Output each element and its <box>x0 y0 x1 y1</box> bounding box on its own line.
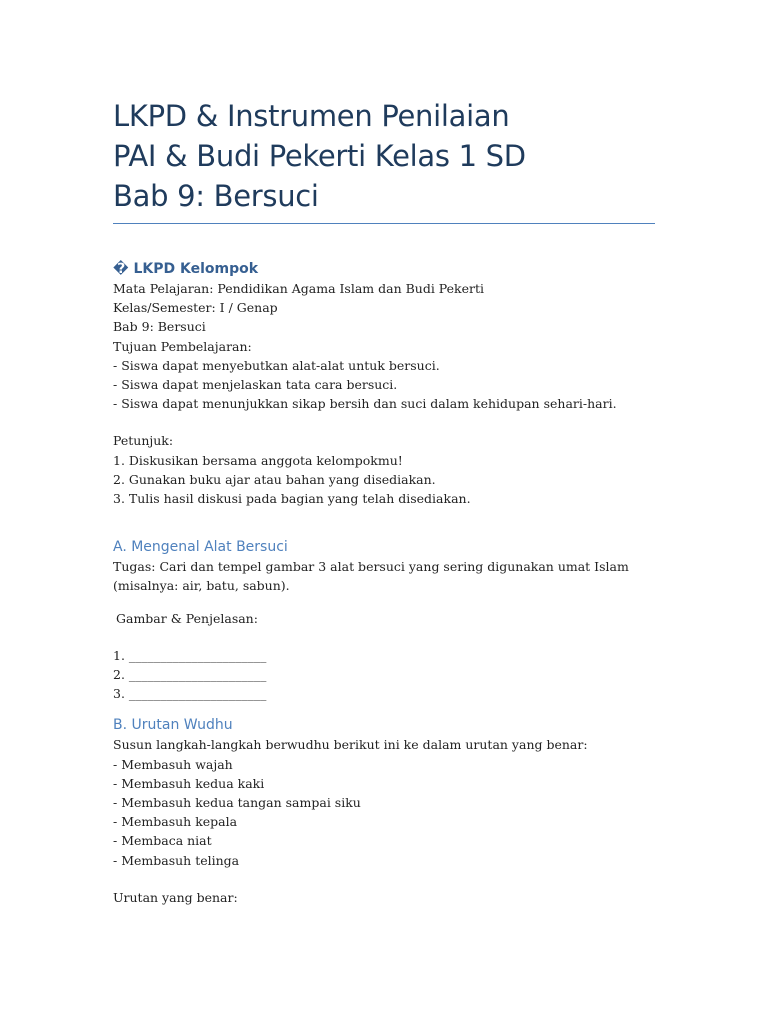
meta-line: - Siswa dapat menjelaskan tata cara bersuci. <box>113 377 398 393</box>
image-label: Gambar & Penjelasan: <box>116 610 258 626</box>
instruction-line: 3. Tulis hasil diskusi pada bagian yang telah disediakan. <box>113 491 471 507</box>
wudhu-step: - Membasuh kedua tangan sampai siku <box>113 795 361 811</box>
section-a-task: Tugas: Cari dan tempel gambar 3 alat bersuci yang sering digunakan umat Islam (misalnya: air, batu, sabun). <box>113 559 629 594</box>
wudhu-step: - Membasuh kedua kaki <box>113 775 265 791</box>
instruction-line: 2. Gunakan buku ajar atau bahan yang disediakan. <box>113 471 436 487</box>
wudhu-step: - Membasuh telinga <box>113 852 240 868</box>
wudhu-step: - Membasuh wajah <box>113 756 233 772</box>
meta-line: Kelas/Semester: I / Genap <box>113 300 278 316</box>
title-line-2: PAI & Budi Pekerti Kelas 1 SD <box>113 139 526 173</box>
instruction-line: 1. Diskusikan bersama anggota kelompokmu! <box>113 452 403 468</box>
meta-line: Tujuan Pembelajaran: <box>113 338 252 354</box>
wudhu-steps <box>113 755 655 870</box>
wudhu-step: - Membaca niat <box>113 833 212 849</box>
title-line-1: LKPD & Instrumen Penilaian <box>113 99 510 133</box>
meta-line: - Siswa dapat menyebutkan alat-alat untuk bersuci. <box>113 357 440 373</box>
blank-line: 3. ______________________ <box>113 686 267 702</box>
meta-line: - Siswa dapat menunjukkan sikap bersih dan suci dalam kehidupan sehari-hari. <box>113 396 617 412</box>
meta-line: Mata Pelajaran: Pendidikan Agama Islam dan Budi Pekerti <box>113 281 485 296</box>
document-title <box>113 96 655 216</box>
lkpd-heading: � LKPD Kelompok <box>113 261 259 277</box>
lkpd-instructions <box>113 431 655 508</box>
section-a-heading: A. Mengenal Alat Bersuci <box>113 539 288 556</box>
instruction-line: Petunjuk: <box>113 433 174 449</box>
meta-line: Bab 9: Bersuci <box>113 319 206 335</box>
wudhu-step: - Membasuh kepala <box>113 814 238 830</box>
section-b-heading: B. Urutan Wudhu <box>113 717 233 734</box>
lkpd-meta <box>113 279 655 413</box>
blank-line: 1. ______________________ <box>113 647 267 663</box>
answer-label: Urutan yang benar: <box>113 889 238 905</box>
blank-list <box>113 646 655 704</box>
section-b-intro: Susun langkah-langkah berwudhu berikut ini ke dalam urutan yang benar: <box>113 737 588 753</box>
title-divider <box>113 223 655 224</box>
title-line-3: Bab 9: Bersuci <box>113 179 319 213</box>
document-page <box>113 96 655 907</box>
blank-line: 2. ______________________ <box>113 667 267 683</box>
